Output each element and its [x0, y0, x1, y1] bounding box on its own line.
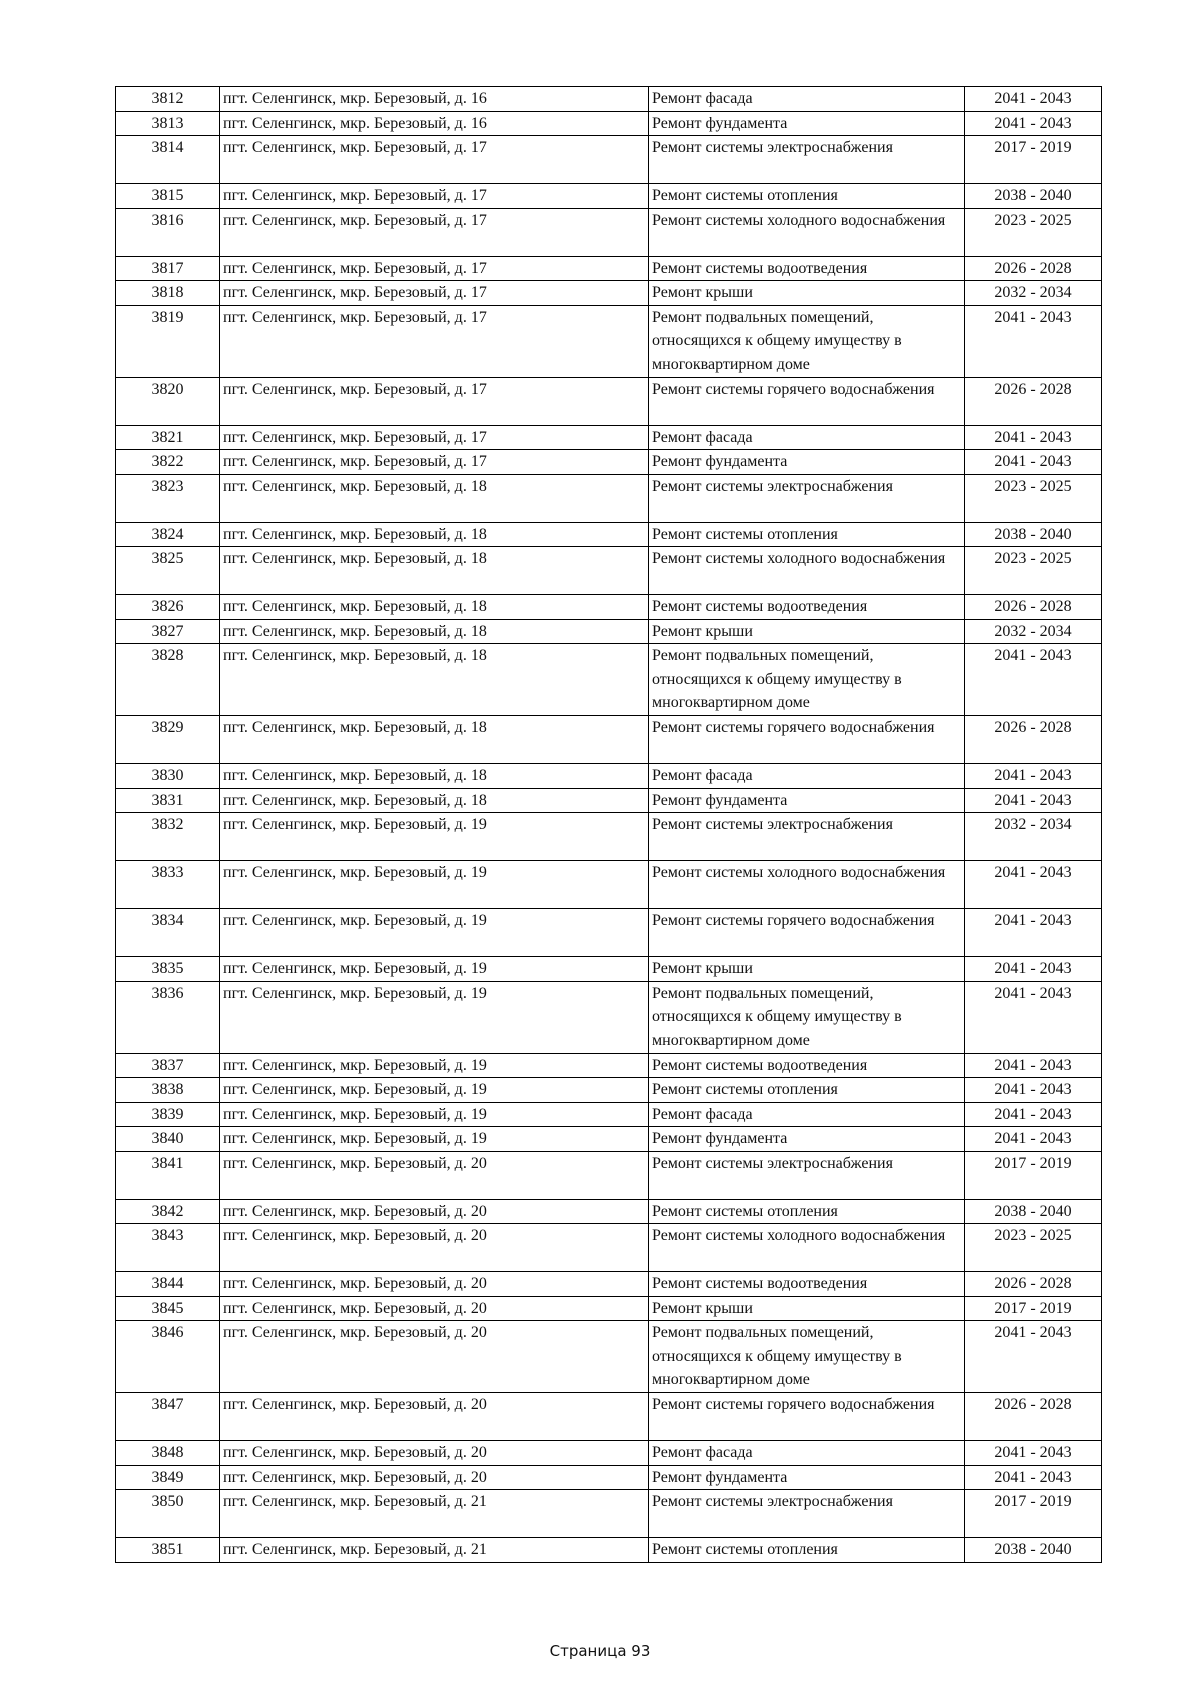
- table-row: [116, 619, 1102, 644]
- work-type-cell: Ремонт системы электроснабжения: [649, 1490, 965, 1538]
- work-type-cell: Ремонт системы водоотведения: [649, 595, 965, 620]
- work-type-cell: Ремонт фундамента: [649, 788, 965, 813]
- table-row: [116, 305, 1102, 377]
- row-number-cell: 3847: [116, 1393, 220, 1441]
- address-cell: пгт. Селенгинск, мкр. Березовый, д. 17: [220, 256, 649, 281]
- work-type-cell: Ремонт подвальных помещений, относящихся к общему имуществу в многоквартирном доме: [649, 644, 965, 716]
- row-number-cell: 3814: [116, 136, 220, 184]
- address-cell: пгт. Селенгинск, мкр. Березовый, д. 17: [220, 184, 649, 209]
- table-row: [116, 208, 1102, 256]
- period-cell: 2041 - 2043: [965, 764, 1102, 789]
- table-row: [116, 981, 1102, 1053]
- address-cell: пгт. Селенгинск, мкр. Березовый, д. 19: [220, 1102, 649, 1127]
- address-cell: пгт. Селенгинск, мкр. Березовый, д. 20: [220, 1296, 649, 1321]
- table-row: [116, 450, 1102, 475]
- period-cell: 2041 - 2043: [965, 1127, 1102, 1152]
- table-row: [116, 1490, 1102, 1538]
- period-cell: 2041 - 2043: [965, 957, 1102, 982]
- work-type-cell: Ремонт системы отопления: [649, 1538, 965, 1563]
- table-row: [116, 644, 1102, 716]
- row-number-cell: 3815: [116, 184, 220, 209]
- row-number-cell: 3831: [116, 788, 220, 813]
- table-row: [116, 1272, 1102, 1297]
- address-cell: пгт. Селенгинск, мкр. Березовый, д. 18: [220, 474, 649, 522]
- row-number-cell: 3839: [116, 1102, 220, 1127]
- row-number-cell: 3845: [116, 1296, 220, 1321]
- address-cell: пгт. Селенгинск, мкр. Березовый, д. 20: [220, 1465, 649, 1490]
- period-cell: 2041 - 2043: [965, 305, 1102, 377]
- period-cell: 2041 - 2043: [965, 861, 1102, 909]
- period-cell: 2017 - 2019: [965, 136, 1102, 184]
- period-cell: 2023 - 2025: [965, 1224, 1102, 1272]
- table-row: [116, 1102, 1102, 1127]
- period-cell: 2041 - 2043: [965, 1321, 1102, 1393]
- period-cell: 2026 - 2028: [965, 1393, 1102, 1441]
- work-type-cell: Ремонт системы холодного водоснабжения: [649, 1224, 965, 1272]
- table-row: [116, 1224, 1102, 1272]
- table-row: [116, 861, 1102, 909]
- work-type-cell: Ремонт системы холодного водоснабжения: [649, 861, 965, 909]
- period-cell: 2041 - 2043: [965, 111, 1102, 136]
- period-cell: 2023 - 2025: [965, 547, 1102, 595]
- row-number-cell: 3827: [116, 619, 220, 644]
- address-cell: пгт. Селенгинск, мкр. Березовый, д. 20: [220, 1441, 649, 1466]
- table-row: [116, 425, 1102, 450]
- address-cell: пгт. Селенгинск, мкр. Березовый, д. 20: [220, 1272, 649, 1297]
- work-type-cell: Ремонт системы отопления: [649, 184, 965, 209]
- row-number-cell: 3837: [116, 1053, 220, 1078]
- work-type-cell: Ремонт крыши: [649, 619, 965, 644]
- address-cell: пгт. Селенгинск, мкр. Березовый, д. 19: [220, 957, 649, 982]
- table-row: [116, 1538, 1102, 1563]
- table-row: [116, 1078, 1102, 1103]
- row-number-cell: 3823: [116, 474, 220, 522]
- work-type-cell: Ремонт подвальных помещений, относящихся к общему имуществу в многоквартирном доме: [649, 981, 965, 1053]
- work-type-cell: Ремонт системы холодного водоснабжения: [649, 208, 965, 256]
- work-type-cell: Ремонт фундамента: [649, 111, 965, 136]
- table-row: [116, 909, 1102, 957]
- work-type-cell: Ремонт системы горячего водоснабжения: [649, 1393, 965, 1441]
- period-cell: 2023 - 2025: [965, 474, 1102, 522]
- table-row: [116, 111, 1102, 136]
- work-type-cell: Ремонт фасада: [649, 425, 965, 450]
- row-number-cell: 3829: [116, 716, 220, 764]
- work-type-cell: Ремонт системы водоотведения: [649, 1272, 965, 1297]
- row-number-cell: 3836: [116, 981, 220, 1053]
- address-cell: пгт. Селенгинск, мкр. Березовый, д. 20: [220, 1393, 649, 1441]
- row-number-cell: 3833: [116, 861, 220, 909]
- table-row: [116, 256, 1102, 281]
- table-row: [116, 764, 1102, 789]
- work-type-cell: Ремонт подвальных помещений, относящихся к общему имуществу в многоквартирном доме: [649, 1321, 965, 1393]
- period-cell: 2041 - 2043: [965, 1102, 1102, 1127]
- work-type-cell: Ремонт системы отопления: [649, 522, 965, 547]
- table-row: [116, 1441, 1102, 1466]
- row-number-cell: 3821: [116, 425, 220, 450]
- period-cell: 2041 - 2043: [965, 1441, 1102, 1466]
- table-row: [116, 547, 1102, 595]
- table-row: [116, 1199, 1102, 1224]
- table-row: [116, 595, 1102, 620]
- address-cell: пгт. Селенгинск, мкр. Березовый, д. 19: [220, 1127, 649, 1152]
- address-cell: пгт. Селенгинск, мкр. Березовый, д. 17: [220, 450, 649, 475]
- work-type-cell: Ремонт крыши: [649, 1296, 965, 1321]
- table-row: [116, 1321, 1102, 1393]
- work-type-cell: Ремонт системы водоотведения: [649, 1053, 965, 1078]
- work-type-cell: Ремонт системы горячего водоснабжения: [649, 909, 965, 957]
- table-row: [116, 813, 1102, 861]
- work-type-cell: Ремонт системы водоотведения: [649, 256, 965, 281]
- address-cell: пгт. Селенгинск, мкр. Березовый, д. 17: [220, 377, 649, 425]
- row-number-cell: 3835: [116, 957, 220, 982]
- period-cell: 2032 - 2034: [965, 619, 1102, 644]
- address-cell: пгт. Селенгинск, мкр. Березовый, д. 20: [220, 1321, 649, 1393]
- work-type-cell: Ремонт системы электроснабжения: [649, 1151, 965, 1199]
- address-cell: пгт. Селенгинск, мкр. Березовый, д. 19: [220, 981, 649, 1053]
- address-cell: пгт. Селенгинск, мкр. Березовый, д. 17: [220, 281, 649, 306]
- address-cell: пгт. Селенгинск, мкр. Березовый, д. 19: [220, 861, 649, 909]
- address-cell: пгт. Селенгинск, мкр. Березовый, д. 18: [220, 595, 649, 620]
- row-number-cell: 3844: [116, 1272, 220, 1297]
- table-row: [116, 1151, 1102, 1199]
- table-row: [116, 474, 1102, 522]
- table-row: [116, 136, 1102, 184]
- address-cell: пгт. Селенгинск, мкр. Березовый, д. 18: [220, 716, 649, 764]
- work-type-cell: Ремонт фундамента: [649, 1127, 965, 1152]
- address-cell: пгт. Селенгинск, мкр. Березовый, д. 17: [220, 136, 649, 184]
- period-cell: 2041 - 2043: [965, 1053, 1102, 1078]
- period-cell: 2032 - 2034: [965, 281, 1102, 306]
- row-number-cell: 3826: [116, 595, 220, 620]
- address-cell: пгт. Селенгинск, мкр. Березовый, д. 19: [220, 1053, 649, 1078]
- period-cell: 2017 - 2019: [965, 1296, 1102, 1321]
- row-number-cell: 3816: [116, 208, 220, 256]
- address-cell: пгт. Селенгинск, мкр. Березовый, д. 20: [220, 1199, 649, 1224]
- row-number-cell: 3830: [116, 764, 220, 789]
- row-number-cell: 3828: [116, 644, 220, 716]
- work-type-cell: Ремонт фасада: [649, 764, 965, 789]
- period-cell: 2038 - 2040: [965, 1538, 1102, 1563]
- address-cell: пгт. Селенгинск, мкр. Березовый, д. 19: [220, 909, 649, 957]
- row-number-cell: 3838: [116, 1078, 220, 1103]
- address-cell: пгт. Селенгинск, мкр. Березовый, д. 20: [220, 1224, 649, 1272]
- period-cell: 2041 - 2043: [965, 450, 1102, 475]
- period-cell: 2041 - 2043: [965, 909, 1102, 957]
- table-row: [116, 788, 1102, 813]
- work-type-cell: Ремонт фундамента: [649, 1465, 965, 1490]
- row-number-cell: 3846: [116, 1321, 220, 1393]
- row-number-cell: 3832: [116, 813, 220, 861]
- table-row: [116, 281, 1102, 306]
- period-cell: 2041 - 2043: [965, 1465, 1102, 1490]
- row-number-cell: 3825: [116, 547, 220, 595]
- work-type-cell: Ремонт крыши: [649, 281, 965, 306]
- row-number-cell: 3851: [116, 1538, 220, 1563]
- work-type-cell: Ремонт фасада: [649, 1102, 965, 1127]
- work-type-cell: Ремонт системы холодного водоснабжения: [649, 547, 965, 595]
- table-row: [116, 522, 1102, 547]
- address-cell: пгт. Селенгинск, мкр. Березовый, д. 18: [220, 522, 649, 547]
- address-cell: пгт. Селенгинск, мкр. Березовый, д. 20: [220, 1151, 649, 1199]
- work-type-cell: Ремонт системы электроснабжения: [649, 813, 965, 861]
- period-cell: 2017 - 2019: [965, 1490, 1102, 1538]
- address-cell: пгт. Селенгинск, мкр. Березовый, д. 18: [220, 547, 649, 595]
- period-cell: 2038 - 2040: [965, 184, 1102, 209]
- period-cell: 2038 - 2040: [965, 1199, 1102, 1224]
- period-cell: 2026 - 2028: [965, 595, 1102, 620]
- work-type-cell: Ремонт системы электроснабжения: [649, 474, 965, 522]
- row-number-cell: 3813: [116, 111, 220, 136]
- row-number-cell: 3848: [116, 1441, 220, 1466]
- period-cell: 2026 - 2028: [965, 377, 1102, 425]
- period-cell: 2038 - 2040: [965, 522, 1102, 547]
- address-cell: пгт. Селенгинск, мкр. Березовый, д. 17: [220, 305, 649, 377]
- row-number-cell: 3820: [116, 377, 220, 425]
- address-cell: пгт. Селенгинск, мкр. Березовый, д. 19: [220, 813, 649, 861]
- period-cell: 2041 - 2043: [965, 87, 1102, 112]
- row-number-cell: 3841: [116, 1151, 220, 1199]
- period-cell: 2026 - 2028: [965, 1272, 1102, 1297]
- work-type-cell: Ремонт системы горячего водоснабжения: [649, 377, 965, 425]
- table-row: [116, 1053, 1102, 1078]
- work-type-cell: Ремонт фасада: [649, 1441, 965, 1466]
- row-number-cell: 3817: [116, 256, 220, 281]
- work-type-cell: Ремонт крыши: [649, 957, 965, 982]
- table-row: [116, 87, 1102, 112]
- address-cell: пгт. Селенгинск, мкр. Березовый, д. 21: [220, 1490, 649, 1538]
- row-number-cell: 3840: [116, 1127, 220, 1152]
- address-cell: пгт. Селенгинск, мкр. Березовый, д. 16: [220, 111, 649, 136]
- table-row: [116, 1127, 1102, 1152]
- period-cell: 2026 - 2028: [965, 716, 1102, 764]
- row-number-cell: 3849: [116, 1465, 220, 1490]
- table-row: [116, 377, 1102, 425]
- work-type-cell: Ремонт системы отопления: [649, 1199, 965, 1224]
- address-cell: пгт. Селенгинск, мкр. Березовый, д. 18: [220, 644, 649, 716]
- table-row: [116, 716, 1102, 764]
- work-type-cell: Ремонт фундамента: [649, 450, 965, 475]
- row-number-cell: 3834: [116, 909, 220, 957]
- period-cell: 2041 - 2043: [965, 644, 1102, 716]
- row-number-cell: 3842: [116, 1199, 220, 1224]
- address-cell: пгт. Селенгинск, мкр. Березовый, д. 21: [220, 1538, 649, 1563]
- address-cell: пгт. Селенгинск, мкр. Березовый, д. 17: [220, 425, 649, 450]
- period-cell: 2023 - 2025: [965, 208, 1102, 256]
- period-cell: 2041 - 2043: [965, 1078, 1102, 1103]
- address-cell: пгт. Селенгинск, мкр. Березовый, д. 18: [220, 788, 649, 813]
- repair-schedule-table: [115, 86, 1102, 1563]
- address-cell: пгт. Селенгинск, мкр. Березовый, д. 16: [220, 87, 649, 112]
- row-number-cell: 3819: [116, 305, 220, 377]
- period-cell: 2041 - 2043: [965, 981, 1102, 1053]
- period-cell: 2026 - 2028: [965, 256, 1102, 281]
- row-number-cell: 3822: [116, 450, 220, 475]
- address-cell: пгт. Селенгинск, мкр. Березовый, д. 19: [220, 1078, 649, 1103]
- row-number-cell: 3818: [116, 281, 220, 306]
- table-row: [116, 1296, 1102, 1321]
- work-type-cell: Ремонт системы отопления: [649, 1078, 965, 1103]
- page-number: Страница 93: [549, 1642, 651, 1660]
- table-row: [116, 1465, 1102, 1490]
- row-number-cell: 3850: [116, 1490, 220, 1538]
- row-number-cell: 3824: [116, 522, 220, 547]
- row-number-cell: 3843: [116, 1224, 220, 1272]
- work-type-cell: Ремонт фасада: [649, 87, 965, 112]
- period-cell: 2032 - 2034: [965, 813, 1102, 861]
- table-row: [116, 184, 1102, 209]
- table-body: [116, 87, 1102, 1563]
- work-type-cell: Ремонт системы электроснабжения: [649, 136, 965, 184]
- period-cell: 2041 - 2043: [965, 788, 1102, 813]
- address-cell: пгт. Селенгинск, мкр. Березовый, д. 17: [220, 208, 649, 256]
- address-cell: пгт. Селенгинск, мкр. Березовый, д. 18: [220, 619, 649, 644]
- row-number-cell: 3812: [116, 87, 220, 112]
- table-row: [116, 1393, 1102, 1441]
- table-row: [116, 957, 1102, 982]
- period-cell: 2041 - 2043: [965, 425, 1102, 450]
- address-cell: пгт. Селенгинск, мкр. Березовый, д. 18: [220, 764, 649, 789]
- work-type-cell: Ремонт подвальных помещений, относящихся к общему имуществу в многоквартирном доме: [649, 305, 965, 377]
- period-cell: 2017 - 2019: [965, 1151, 1102, 1199]
- work-type-cell: Ремонт системы горячего водоснабжения: [649, 716, 965, 764]
